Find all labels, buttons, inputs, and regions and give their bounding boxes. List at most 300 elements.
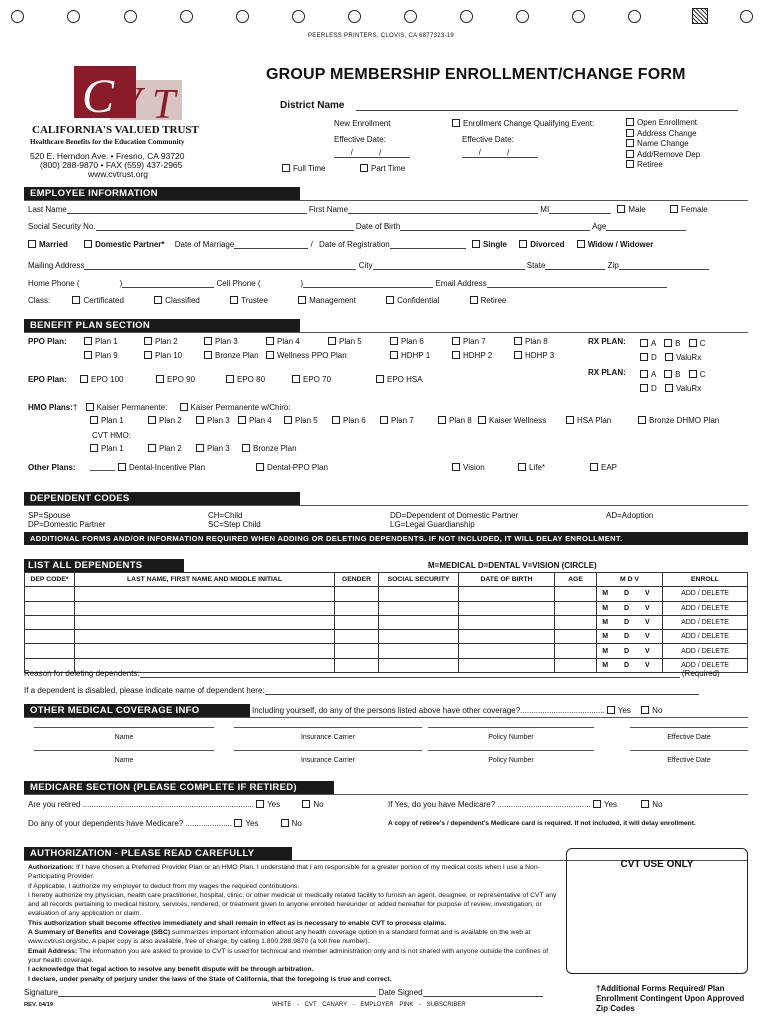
- kaiser-plan-3[interactable]: [238, 416, 272, 425]
- checkbox[interactable]: [266, 337, 274, 345]
- disabled-row: If a dependent is disabled, please indicate name of dependent here:: [24, 686, 699, 695]
- table-row: [25, 644, 748, 658]
- option-label: Plan 3: [215, 337, 238, 346]
- coverage-label-eff: Effective Date: [667, 757, 711, 764]
- ssn-cell[interactable]: [379, 644, 459, 658]
- option-label: Plan 2: [159, 416, 182, 425]
- other-coverage-yes[interactable]: Yes: [607, 706, 631, 715]
- authorization-text: Authorization: If I have chosen a Preferred Provider Plan or an HMO Plan, I understand that I am responsible for a greater portion of my medical costs when I use a Non-Participating Provider. If Applicable, I authorize my employer to deduct from my wages the required contributions. I hereby authorize my physician, health care practitioner, hospital, clinic, or other medical or medically related facility to furnish an agent, designee, or representative of CVT any and all records pertaining to medical history, services, rendered, or treatment given to anyone enrolled hereunder or added hereafter for purpose of review, investigation, or evaluation of any application or claim. This authorization shall become effective immediately and shall remain in effect as is necessary to enable CVT to process claims. A Summary of Benefits and Coverage (SBC) summarizes important information about any health coverage option in a standard format and is available on the web at www.cvtrust.org/sbc. A paper copy is also available, free of charge, by calling 1.800.288.9870 (a toll free number). Email Address: The information you are asked to provide to CVT is used for technical and member administration only and is not shared with anyone outside the confines of your health coverage. I acknowledge that legal action to resolve any benefit dispute will be through arbitration. I declare, under penalty of perjury under the laws of the State of California, that the foregoing is true and correct.: [28, 864, 557, 983]
- org-phone: (800) 288-9870 • FAX (559) 437-2965: [40, 160, 183, 170]
- employee-row-phone: Home Phone ( ) Cell Phone ( ) Email Address: [28, 279, 667, 288]
- change-event-option[interactable]: Enrollment Change Qualifying Event:: [452, 119, 594, 128]
- event-name-change[interactable]: Name Change: [626, 139, 700, 150]
- male-option[interactable]: Male: [617, 205, 645, 214]
- dependents-section-bar: LIST ALL DEPENDENTS: [24, 559, 184, 572]
- dep-name-cell[interactable]: [75, 630, 335, 644]
- gender-cell[interactable]: [335, 644, 379, 658]
- checkbox[interactable]: [478, 416, 486, 424]
- checkbox[interactable]: [452, 337, 460, 345]
- cvt-hmo-label: CVT HMO:: [92, 431, 131, 440]
- enroll-cell[interactable]: ADD / DELETE: [663, 601, 748, 615]
- option-label: Plan 3: [207, 444, 230, 453]
- medicare-q2: If Yes, do you have Medicare? .......................................... Yes No: [388, 800, 663, 809]
- new-enrollment-label: New Enrollment: [334, 119, 391, 128]
- dob-cell[interactable]: [459, 630, 555, 644]
- checkbox[interactable]: [144, 351, 152, 359]
- other-coverage-question: Including yourself, do any of the persons listed above have other coverage?...................................... Yes No: [252, 706, 663, 715]
- reason-row: Reason for deleting dependents: (Required): [24, 669, 720, 678]
- checkbox[interactable]: [452, 351, 460, 359]
- epo-plan-3[interactable]: [292, 375, 331, 384]
- gender-cell[interactable]: [335, 630, 379, 644]
- cvt-hmo-plan-2[interactable]: [196, 444, 230, 453]
- rx-epo-valurx[interactable]: ValuRx: [665, 384, 701, 393]
- option-label: EAP: [601, 463, 618, 472]
- divorced-option[interactable]: Divorced: [519, 240, 564, 249]
- option-label: Plan 2: [155, 337, 178, 346]
- option-label: Life*: [529, 463, 546, 472]
- option-label: Plan 9: [95, 351, 118, 360]
- other-plan-1[interactable]: [256, 463, 328, 472]
- email-field[interactable]: [487, 287, 667, 288]
- female-option[interactable]: Female: [670, 205, 708, 214]
- retired-yes[interactable]: Yes: [256, 800, 280, 809]
- ssn-cell[interactable]: [379, 630, 459, 644]
- enroll-cell[interactable]: ADD / DELETE: [663, 615, 748, 629]
- option-label: Plan 8: [525, 337, 548, 346]
- mdv-legend: M=MEDICAL D=DENTAL V=VISION (CIRCLE): [428, 561, 597, 570]
- checkbox[interactable]: [328, 337, 336, 345]
- rx-label-ppo: RX PLAN:: [588, 337, 626, 346]
- employee-row-marital: Married Domestic Partner* Date of Marriage / Date of Registration Single Divorced Widow / Widower: [28, 240, 653, 249]
- rx-valurx[interactable]: ValuRx: [665, 353, 701, 362]
- checkbox[interactable]: [204, 337, 212, 345]
- gender-cell[interactable]: [335, 615, 379, 629]
- signature-field[interactable]: [58, 996, 376, 997]
- signature-row: Signature Date Signed: [24, 988, 543, 997]
- option-label: EPO 80: [237, 375, 266, 384]
- zip-field[interactable]: [619, 269, 709, 270]
- option-label: Wellness PPO Plan: [277, 351, 347, 360]
- checkbox[interactable]: [238, 416, 246, 424]
- kaiser-plan-2[interactable]: [196, 416, 230, 425]
- dependents-table: [24, 572, 748, 673]
- svg-text:T: T: [152, 82, 176, 128]
- rx-options-ppo: [640, 337, 706, 365]
- class-management[interactable]: Management: [298, 296, 356, 305]
- option-label: Plan 6: [401, 337, 424, 346]
- ppo-plan2-2[interactable]: [204, 351, 259, 360]
- married-option[interactable]: Married: [28, 240, 68, 249]
- revision: REV. 04/19: [24, 1002, 54, 1008]
- city-field[interactable]: [373, 269, 525, 270]
- rx-epo-d[interactable]: D: [640, 384, 657, 393]
- other-coverage-no[interactable]: No: [641, 706, 662, 715]
- cvt-hmo-plan-0[interactable]: [90, 444, 124, 453]
- epo-plan-2[interactable]: [226, 375, 265, 384]
- option-label: HSA Plan: [577, 416, 612, 425]
- hmo-row: HMO Plans:† Kaiser Permanente: Kaiser Permanente w/Chiro:: [28, 403, 291, 412]
- employee-section-bar: EMPLOYEE INFORMATION: [24, 187, 300, 200]
- org-tagline: Healthcare Benefits for the Education Community: [30, 138, 185, 146]
- printer-line: PEERLESS PRINTERS, CLOVIS, CA 6877323-19: [308, 33, 455, 39]
- checkbox[interactable]: [226, 375, 234, 383]
- kaiser-plan-6[interactable]: [380, 416, 414, 425]
- checkbox[interactable]: [84, 337, 92, 345]
- age-field[interactable]: [606, 230, 686, 231]
- class-trustee[interactable]: Trustee: [230, 296, 268, 305]
- coverage-label-name: Name: [114, 734, 134, 741]
- dob-cell[interactable]: [459, 644, 555, 658]
- cvt-hmo-plan-1[interactable]: [148, 444, 182, 453]
- ppo-plan2-6[interactable]: [514, 351, 554, 360]
- mdv-cell[interactable]: M D V: [597, 658, 663, 672]
- event-address-change[interactable]: Address Change: [626, 129, 700, 140]
- mdv-cell[interactable]: M D V: [597, 630, 663, 644]
- age-cell[interactable]: [555, 601, 597, 615]
- ppo-plan-4[interactable]: [328, 337, 362, 346]
- rx-a[interactable]: A: [640, 339, 656, 348]
- gender-cell[interactable]: [335, 601, 379, 615]
- rx-epo-b[interactable]: B: [664, 370, 680, 379]
- option-label: Plan 8: [449, 416, 472, 425]
- checkbox[interactable]: [390, 337, 398, 345]
- dob-field[interactable]: [400, 230, 590, 231]
- ppo-plan-5[interactable]: [390, 337, 424, 346]
- checkbox[interactable]: [196, 416, 204, 424]
- codes-text-2: CH=Child SC=Step Child: [208, 511, 261, 529]
- dep-code-cell[interactable]: [25, 601, 75, 615]
- rx-epo-c[interactable]: C: [689, 370, 706, 379]
- authorization-bar: AUTHORIZATION - PLEASE READ CAREFULLY: [24, 847, 292, 860]
- form-title: GROUP MEMBERSHIP ENROLLMENT/CHANGE FORM: [266, 66, 686, 83]
- option-label: Plan 3: [207, 416, 230, 425]
- ppo-plan-6[interactable]: [452, 337, 486, 346]
- checkbox[interactable]: [452, 463, 460, 471]
- ppo-plan-1[interactable]: [144, 337, 178, 346]
- option-label: HDHP 2: [463, 351, 493, 360]
- table-row: [25, 615, 748, 629]
- additional-forms-notice: ADDITIONAL FORMS AND/OR INFORMATION REQUIRED WHEN ADDING OR DELETING DEPENDENTS. IF NOT INCLUDED, IT WILL DELAY ENROLLMENT.: [24, 532, 748, 545]
- cvt-hmo-row: [90, 444, 350, 454]
- ssn-field[interactable]: [96, 230, 354, 231]
- ppo-row-1: [84, 337, 584, 347]
- dep-code-cell[interactable]: [25, 587, 75, 601]
- checkbox[interactable]: [376, 375, 384, 383]
- mdv-cell[interactable]: M D V: [597, 615, 663, 629]
- checkbox[interactable]: [242, 444, 250, 452]
- checkbox[interactable]: [148, 444, 156, 452]
- option-label: HDHP 3: [525, 351, 555, 360]
- mdv-cell[interactable]: M D V: [597, 601, 663, 615]
- other-plan-3[interactable]: [518, 463, 545, 472]
- coverage-line[interactable]: [234, 727, 422, 728]
- coverage-line[interactable]: [428, 727, 594, 728]
- option-label: Plan 5: [295, 416, 318, 425]
- ssn-cell[interactable]: [379, 615, 459, 629]
- other-plan-4[interactable]: [590, 463, 617, 472]
- codes-section-bar: DEPENDENT CODES: [24, 492, 300, 505]
- state-field[interactable]: [545, 269, 605, 270]
- checkbox[interactable]: [566, 416, 574, 424]
- district-label: District Name: [280, 100, 345, 111]
- checkbox[interactable]: [256, 463, 264, 471]
- checkbox[interactable]: [148, 416, 156, 424]
- kaiser-plan-4[interactable]: [284, 416, 318, 425]
- marriage-date-field[interactable]: [234, 248, 308, 249]
- ppo-plan-0[interactable]: [84, 337, 118, 346]
- age-cell[interactable]: [555, 587, 597, 601]
- org-web: www.cvtrust.org: [88, 169, 148, 179]
- class-classified[interactable]: Classified: [154, 296, 200, 305]
- table-header-row: DEP CODE* LAST NAME, FIRST NAME AND MIDDLE INITIAL GENDER SOCIAL SECURITY DATE OF BIRTH AGE M D V ENROLL: [25, 573, 748, 587]
- checkbox[interactable]: [518, 463, 526, 471]
- checkbox[interactable]: [514, 351, 522, 359]
- coverage-label-policy: Policy Number: [488, 757, 534, 764]
- dob-cell[interactable]: [459, 615, 555, 629]
- option-label: Kaiser Wellness: [489, 416, 547, 425]
- dep-medicare-no[interactable]: No: [281, 819, 302, 828]
- medicare-note: A copy of retiree's / dependent's Medicare card is required. If not included, it will delay enrollment.: [388, 820, 696, 827]
- epo-plan-0[interactable]: [80, 375, 123, 384]
- event-retiree[interactable]: Retiree: [626, 160, 700, 171]
- other-plans-row: [118, 463, 638, 473]
- employee-row-class: Class: Certificated Classified Trustee Management Confidential Retiree: [28, 296, 507, 305]
- dep-code-cell[interactable]: [25, 615, 75, 629]
- dob-cell[interactable]: [459, 601, 555, 615]
- disabled-field[interactable]: [265, 694, 699, 695]
- checkbox[interactable]: [84, 351, 92, 359]
- coverage-label-eff: Effective Date: [667, 734, 711, 741]
- widow-option[interactable]: Widow / Widower: [577, 240, 654, 249]
- effective-date-field[interactable]: / /: [334, 148, 410, 158]
- ppo-plan2-1[interactable]: [144, 351, 182, 360]
- kaiser-plan-7[interactable]: [438, 416, 472, 425]
- ppo-plan2-3[interactable]: [266, 351, 347, 360]
- checkbox[interactable]: [118, 463, 126, 471]
- reason-field[interactable]: [140, 677, 680, 678]
- kaiser-plan-9[interactable]: [566, 416, 611, 425]
- employee-row-name: Last Name First Name MI Male Female: [28, 205, 708, 214]
- checkbox[interactable]: [332, 416, 340, 424]
- other-plan-2[interactable]: [452, 463, 485, 472]
- ssn-cell[interactable]: [379, 601, 459, 615]
- enroll-cell[interactable]: ADD / DELETE: [663, 658, 748, 672]
- kaiser-chiro-option[interactable]: Kaiser Permanente w/Chiro:: [180, 403, 291, 412]
- option-label: Plan 7: [391, 416, 414, 425]
- retired-no[interactable]: No: [302, 800, 323, 809]
- option-label: EPO HSA: [387, 375, 423, 384]
- registration-date-field[interactable]: [390, 248, 466, 249]
- effective-date2-field[interactable]: / /: [462, 148, 538, 158]
- medicare-q1: Are you retired ............................................................................. Yes No: [28, 800, 324, 809]
- other-coverage-bar: OTHER MEDICAL COVERAGE INFO: [24, 704, 250, 717]
- option-label: Plan 4: [249, 416, 272, 425]
- copy-distribution: WHITE - CVT CANARY - EMPLOYER PINK - SUBSCRIBER: [272, 1002, 466, 1008]
- cvt-use-only-label: CVT USE ONLY: [620, 859, 694, 870]
- coverage-label-name: Name: [114, 757, 134, 764]
- option-label: Bronze Plan: [215, 351, 259, 360]
- checkbox[interactable]: [144, 337, 152, 345]
- mi-field[interactable]: [549, 213, 611, 214]
- has-medicare-yes[interactable]: Yes: [593, 800, 617, 809]
- checkbox[interactable]: [390, 351, 398, 359]
- checkbox[interactable]: [590, 463, 598, 471]
- ppo-plan-7[interactable]: [514, 337, 548, 346]
- has-medicare-no[interactable]: No: [641, 800, 662, 809]
- mdv-cell[interactable]: M D V: [597, 587, 663, 601]
- epo-plan-4[interactable]: [376, 375, 423, 384]
- age-cell[interactable]: [555, 644, 597, 658]
- partner-option[interactable]: Domestic Partner*: [84, 240, 164, 249]
- dep-medicare-yes[interactable]: Yes: [234, 819, 258, 828]
- cvt-hmo-plan-3[interactable]: [242, 444, 297, 453]
- codes-text-4: AD=Adoption: [606, 511, 654, 520]
- enroll-cell[interactable]: ADD / DELETE: [663, 644, 748, 658]
- district-field[interactable]: [356, 101, 738, 111]
- medicare-section-bar: MEDICARE SECTION (PLEASE COMPLETE IF RETIRED): [24, 781, 334, 794]
- first-name-field[interactable]: [348, 213, 538, 214]
- checkbox[interactable]: [438, 416, 446, 424]
- medicare-q3: Do any of your dependents have Medicare? ..................... Yes No: [28, 819, 302, 828]
- kaiser-plan-10[interactable]: [638, 416, 719, 425]
- checkbox[interactable]: [90, 444, 98, 452]
- employee-row-ssn: Social Security No. Date of Birth Age: [28, 222, 686, 231]
- org-address: 520 E. Herndon Ave. • Fresno, CA 93720: [30, 151, 185, 161]
- ppo-plan2-5[interactable]: [452, 351, 492, 360]
- coverage-line[interactable]: [428, 750, 594, 751]
- gender-cell[interactable]: [335, 587, 379, 601]
- coverage-line[interactable]: [34, 750, 214, 751]
- option-label: Plan 7: [463, 337, 486, 346]
- option-label: Plan 10: [155, 351, 183, 360]
- full-time-option[interactable]: Full Time: [282, 164, 325, 173]
- rx-b[interactable]: B: [664, 339, 680, 348]
- svg-text:V: V: [114, 78, 141, 127]
- epo-row: [80, 375, 540, 385]
- option-label: Plan 1: [95, 337, 118, 346]
- checkbox[interactable]: [284, 416, 292, 424]
- table-row: [25, 601, 748, 615]
- mdv-cell[interactable]: M D V: [597, 644, 663, 658]
- cvt-logo: [70, 62, 220, 132]
- coverage-line[interactable]: [630, 727, 748, 728]
- rx-c[interactable]: C: [689, 339, 706, 348]
- checkbox[interactable]: [204, 351, 212, 359]
- option-label: Plan 2: [159, 444, 182, 453]
- checkbox[interactable]: [156, 375, 164, 383]
- ppo-plan-3[interactable]: [266, 337, 300, 346]
- kaiser-plan-0[interactable]: [90, 416, 124, 425]
- ppo-plan2-0[interactable]: [84, 351, 118, 360]
- ssn-cell[interactable]: [379, 587, 459, 601]
- event-add-remove-dep[interactable]: Add/Remove Dep: [626, 150, 700, 161]
- effective-date2-label: Effective Date:: [462, 135, 514, 144]
- enroll-cell[interactable]: ADD / DELETE: [663, 587, 748, 601]
- benefit-section-bar: BENEFIT PLAN SECTION: [24, 319, 300, 332]
- epo-plan-1[interactable]: [156, 375, 195, 384]
- option-label: Plan 5: [339, 337, 362, 346]
- table-row: [25, 630, 748, 644]
- codes-text-3: DD=Dependent of Domestic Partner LG=Legal Guardianship: [390, 511, 519, 529]
- checkbox[interactable]: [266, 351, 274, 359]
- last-name-field[interactable]: [67, 213, 307, 214]
- other-plan-0[interactable]: [118, 463, 205, 472]
- dep-name-cell[interactable]: [75, 615, 335, 629]
- rx-d[interactable]: D: [640, 353, 657, 362]
- coverage-line[interactable]: [630, 750, 748, 751]
- checkbox[interactable]: [196, 444, 204, 452]
- option-label: Vision: [463, 463, 485, 472]
- ppo-row-2: [84, 351, 584, 361]
- other-plans-label: Other Plans:: [28, 463, 76, 472]
- dep-code-cell[interactable]: [25, 644, 75, 658]
- age-cell[interactable]: [555, 630, 597, 644]
- dep-code-cell[interactable]: [25, 630, 75, 644]
- coverage-line[interactable]: [34, 727, 214, 728]
- table-row: [25, 587, 748, 601]
- class-retiree[interactable]: Retiree: [470, 296, 507, 305]
- ppo-label: PPO Plan:: [28, 337, 67, 346]
- checkbox[interactable]: [292, 375, 300, 383]
- kaiser-plans-row: [90, 416, 740, 426]
- date-signed-field[interactable]: [423, 996, 543, 997]
- option-label: EPO 90: [167, 375, 196, 384]
- rx-label-epo: RX PLAN:: [588, 368, 626, 377]
- option-label: Plan 4: [277, 337, 300, 346]
- checkbox[interactable]: [90, 416, 98, 424]
- option-label: Plan 1: [101, 444, 124, 453]
- coverage-line[interactable]: [234, 750, 422, 751]
- part-time-option[interactable]: Part Time: [360, 164, 405, 173]
- dep-name-cell[interactable]: [75, 587, 335, 601]
- age-cell[interactable]: [555, 615, 597, 629]
- kaiser-plan-1[interactable]: [148, 416, 182, 425]
- option-label: Bronze DHMO Plan: [649, 416, 720, 425]
- cell-phone-field[interactable]: [303, 287, 433, 288]
- option-label: Dental-PPO Plan: [267, 463, 328, 472]
- kaiser-option[interactable]: Kaiser Permanente:: [86, 403, 168, 412]
- checkbox[interactable]: [638, 416, 646, 424]
- event-open-enrollment[interactable]: Open Enrollment: [626, 118, 700, 129]
- dob-cell[interactable]: [459, 587, 555, 601]
- class-confidential[interactable]: Confidential: [386, 296, 439, 305]
- class-certificated[interactable]: Certificated: [72, 296, 123, 305]
- rx-options-epo: [640, 368, 706, 396]
- dep-name-cell[interactable]: [75, 601, 335, 615]
- option-label: Plan 6: [343, 416, 366, 425]
- ppo-plan2-4[interactable]: [390, 351, 430, 360]
- rx-epo-a[interactable]: A: [640, 370, 656, 379]
- ppo-plan-2[interactable]: [204, 337, 238, 346]
- checkbox[interactable]: [514, 337, 522, 345]
- svg-text:C: C: [82, 70, 115, 123]
- single-option[interactable]: Single: [472, 240, 507, 249]
- option-label: EPO 100: [91, 375, 124, 384]
- checkbox[interactable]: [80, 375, 88, 383]
- kaiser-plan-8[interactable]: [478, 416, 546, 425]
- enroll-cell[interactable]: ADD / DELETE: [663, 630, 748, 644]
- barcode-icon: [692, 8, 708, 24]
- event-list: [626, 118, 700, 171]
- employee-row-address: Mailing Address City State Zip: [28, 261, 709, 270]
- checkbox[interactable]: [380, 416, 388, 424]
- kaiser-plan-5[interactable]: [332, 416, 366, 425]
- org-name: CALIFORNIA'S VALUED TRUST: [32, 124, 199, 136]
- mailing-field[interactable]: [84, 269, 356, 270]
- coverage-label-policy: Policy Number: [488, 734, 534, 741]
- dep-name-cell[interactable]: [75, 644, 335, 658]
